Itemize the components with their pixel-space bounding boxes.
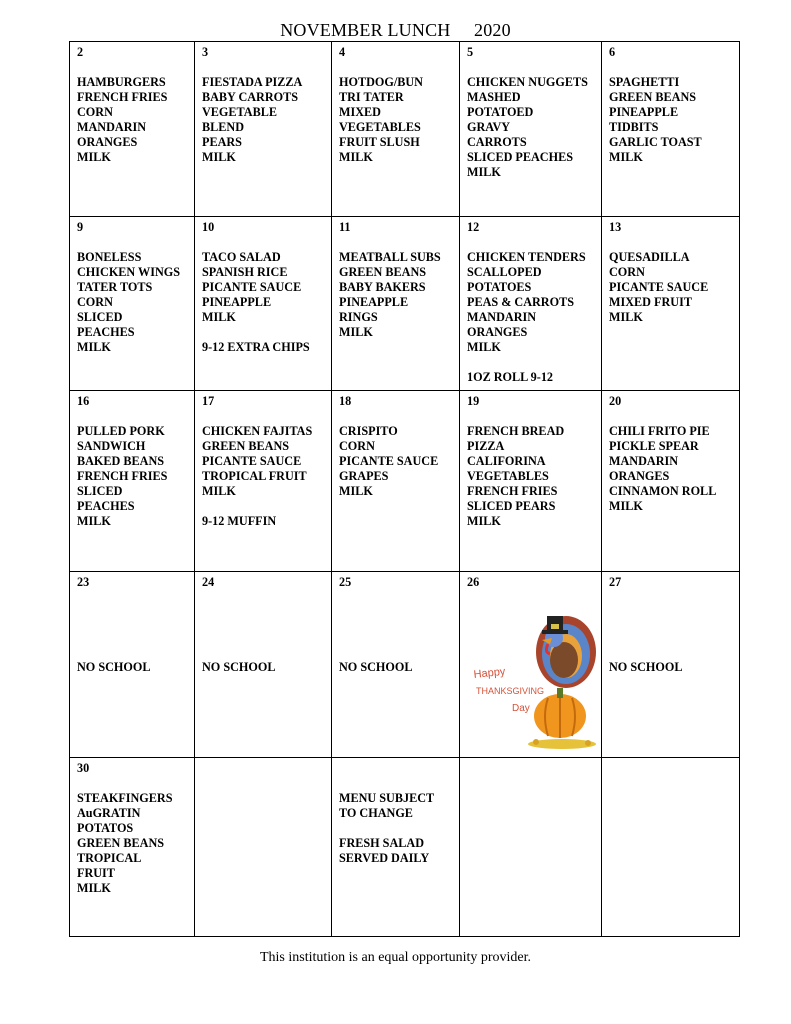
- menu-item: TACO SALAD: [202, 250, 281, 264]
- calendar-day-cell: [460, 572, 602, 758]
- day-content: [602, 758, 739, 791]
- menu-item: PEAS & CARROTS: [467, 295, 574, 309]
- menu-item: MILK: [202, 484, 236, 498]
- menu-item: FRENCH FRIES: [467, 484, 558, 498]
- menu-item: BONELESS: [77, 250, 142, 264]
- menu-item: MILK: [339, 325, 373, 339]
- menu-item: AuGRATIN: [77, 806, 141, 820]
- lunch-calendar: [69, 41, 740, 937]
- footer-note: This institution is an equal opportunity provider.: [259, 950, 532, 965]
- menu-item: GARLIC TOAST: [609, 135, 702, 149]
- menu-item: CINNAMON ROLL: [609, 484, 717, 498]
- no-school-note: NO SCHOOL: [202, 660, 276, 674]
- calendar-day-cell: [195, 217, 332, 391]
- menu-item: TRI TATER: [339, 90, 404, 104]
- menu-item: CORN: [339, 439, 375, 453]
- day-number: 3: [202, 45, 209, 59]
- menu-item: 9-12 MUFFIN: [202, 514, 277, 528]
- menu-item: PIZZA: [467, 439, 505, 453]
- menu-item: FIESTADA PIZZA: [202, 75, 303, 89]
- menu-item: GREEN BEANS: [339, 265, 427, 279]
- day-number: 5: [467, 45, 474, 59]
- day-number: 30: [77, 761, 90, 775]
- menu-item: MILK: [467, 340, 501, 354]
- day-content: [70, 391, 194, 529]
- menu-item: PICANTE SAUCE: [202, 280, 302, 294]
- calendar-day-cell: [332, 391, 460, 572]
- no-school-note: NO SCHOOL: [609, 660, 683, 674]
- menu-item: GREEN BEANS: [609, 90, 697, 104]
- day-content: [195, 572, 331, 605]
- page-title: NOVEMBER LUNCH 2020: [280, 20, 511, 40]
- menu-item: QUESADILLA: [609, 250, 690, 264]
- menu-item: 1OZ ROLL 9-12: [467, 370, 554, 384]
- day-content: [460, 758, 601, 791]
- menu-item: FRENCH BREAD: [467, 424, 565, 438]
- calendar-day-cell: [602, 217, 740, 391]
- menu-item: PINEAPPLE: [339, 295, 409, 309]
- menu-item: SCALLOPED: [467, 265, 542, 279]
- menu-item: CRISPITO: [339, 424, 398, 438]
- menu-item: SLICED: [77, 310, 123, 324]
- day-number: 12: [467, 220, 480, 234]
- day-content: [332, 217, 459, 340]
- calendar-day-cell: [602, 391, 740, 572]
- day-content: [70, 42, 194, 165]
- day-number: 24: [202, 575, 215, 589]
- menu-item: MILK: [202, 150, 236, 164]
- day-number: 2: [77, 45, 84, 59]
- calendar-day-cell: [70, 391, 195, 572]
- day-number: 4: [339, 45, 346, 59]
- menu-item: MILK: [339, 150, 373, 164]
- menu-item: MILK: [77, 340, 111, 354]
- menu-item: MILK: [609, 499, 643, 513]
- day-content: [70, 572, 194, 605]
- menu-item: POTATOED: [467, 105, 534, 119]
- day-number: 23: [77, 575, 90, 589]
- line-gap: [202, 499, 331, 514]
- calendar-day-cell: [195, 391, 332, 572]
- menu-item: PEACHES: [77, 325, 135, 339]
- menu-item: PULLED PORK: [77, 424, 165, 438]
- menu-item: ORANGES: [77, 135, 138, 149]
- menu-item: CHICKEN TENDERS: [467, 250, 586, 264]
- menu-item: MIXED: [339, 105, 381, 119]
- day-number: 10: [202, 220, 215, 234]
- day-number: 25: [339, 575, 352, 589]
- day-content: [332, 758, 459, 866]
- menu-item: STEAKFINGERS: [77, 791, 173, 805]
- calendar-day-cell: [460, 217, 602, 391]
- menu-item: GRAVY: [467, 120, 511, 134]
- day-content: [332, 572, 459, 605]
- menu-item: CHILI FRITO PIE: [609, 424, 710, 438]
- menu-item: POTATOES: [467, 280, 532, 294]
- day-number: 20: [609, 394, 622, 408]
- day-number: 18: [339, 394, 352, 408]
- no-school-note: NO SCHOOL: [339, 660, 413, 674]
- day-number: 27: [609, 575, 622, 589]
- menu-item: MILK: [609, 150, 643, 164]
- calendar-day-cell: [602, 758, 740, 937]
- calendar-day-cell: [332, 217, 460, 391]
- menu-item: TROPICAL: [77, 851, 142, 865]
- menu-item: SERVED DAILY: [339, 851, 430, 865]
- menu-item: CHICKEN FAJITAS: [202, 424, 313, 438]
- menu-item: TIDBITS: [609, 120, 659, 134]
- day-content: [195, 391, 331, 529]
- menu-item: SANDWICH: [77, 439, 146, 453]
- menu-item: MILK: [467, 165, 501, 179]
- menu-item: CARROTS: [467, 135, 527, 149]
- day-number: 11: [339, 220, 351, 234]
- day-content: [460, 391, 601, 529]
- calendar-week: [70, 42, 740, 217]
- menu-item: SLICED PEARS: [467, 499, 556, 513]
- calendar-day-cell: [332, 572, 460, 758]
- calendar-day-cell: [332, 42, 460, 217]
- day-content: [195, 217, 331, 355]
- art-happy: Happy: [473, 665, 506, 681]
- menu-item: SLICED: [77, 484, 123, 498]
- menu-item: HAMBURGERS: [77, 75, 166, 89]
- menu-item: PEACHES: [77, 499, 135, 513]
- menu-item: VEGETABLE: [202, 105, 277, 119]
- menu-item: CORN: [77, 295, 113, 309]
- menu-item: TROPICAL FRUIT: [202, 469, 307, 483]
- no-school-note: NO SCHOOL: [77, 660, 151, 674]
- menu-item: BABY BAKERS: [339, 280, 426, 294]
- day-number: 16: [77, 394, 90, 408]
- calendar-day-cell: [195, 572, 332, 758]
- calendar-day-cell: [460, 758, 602, 937]
- menu-item: MILK: [77, 514, 111, 528]
- menu-item: CORN: [609, 265, 645, 279]
- menu-item: PICANTE SAUCE: [609, 280, 709, 294]
- day-content: [332, 391, 459, 499]
- menu-item: POTATOS: [77, 821, 134, 835]
- menu-item: TO CHANGE: [339, 806, 413, 820]
- menu-item: MEATBALL SUBS: [339, 250, 441, 264]
- day-number: [202, 761, 331, 791]
- menu-item: HOTDOG/BUN: [339, 75, 423, 89]
- menu-item: CHICKEN NUGGETS: [467, 75, 588, 89]
- calendar-week: [70, 391, 740, 572]
- menu-item: GRAPES: [339, 469, 389, 483]
- menu-item: PICANTE SAUCE: [339, 454, 439, 468]
- day-number: 9: [77, 220, 84, 234]
- menu-item: MIXED FRUIT: [609, 295, 692, 309]
- day-content: [70, 217, 194, 355]
- day-content: [195, 42, 331, 165]
- menu-item: MILK: [77, 881, 111, 895]
- menu-item: BLEND: [202, 120, 244, 134]
- menu-item: MILK: [467, 514, 501, 528]
- menu-item: PEARS: [202, 135, 242, 149]
- calendar-day-cell: [70, 42, 195, 217]
- line-gap: [339, 821, 459, 836]
- calendar-day-cell: [70, 758, 195, 937]
- menu-item: PINEAPPLE: [202, 295, 272, 309]
- menu-item: ORANGES: [609, 469, 670, 483]
- day-number: [467, 761, 601, 791]
- menu-item: FRENCH FRIES: [77, 90, 168, 104]
- menu-item: ORANGES: [467, 325, 528, 339]
- calendar-day-cell: [602, 42, 740, 217]
- menu-item: PICKLE SPEAR: [609, 439, 699, 453]
- day-number: [609, 761, 739, 791]
- menu-item: 9-12 EXTRA CHIPS: [202, 340, 310, 354]
- menu-item: GREEN BEANS: [202, 439, 290, 453]
- day-content: [602, 572, 739, 605]
- menu-item: MILK: [609, 310, 643, 324]
- calendar-week: [70, 758, 740, 937]
- art-day: Day: [512, 703, 530, 714]
- menu-item: FRUIT SLUSH: [339, 135, 420, 149]
- menu-item: MANDARIN: [77, 120, 147, 134]
- menu-item: PICANTE SAUCE: [202, 454, 302, 468]
- day-content: [602, 391, 739, 514]
- menu-item: PINEAPPLE: [609, 105, 679, 119]
- menu-item: MILK: [77, 150, 111, 164]
- menu-item: FRUIT: [77, 866, 115, 880]
- calendar-day-cell: [332, 758, 460, 937]
- menu-item: CORN: [77, 105, 113, 119]
- menu-item: MILK: [339, 484, 373, 498]
- menu-item: SPANISH RICE: [202, 265, 288, 279]
- day-number: 17: [202, 394, 215, 408]
- calendar-day-cell: [195, 42, 332, 217]
- day-content: [195, 758, 331, 791]
- line-gap: [202, 325, 331, 340]
- menu-item: BAKED BEANS: [77, 454, 165, 468]
- menu-item: RINGS: [339, 310, 378, 324]
- day-content: [602, 217, 739, 325]
- menu-item: MANDARIN: [467, 310, 537, 324]
- calendar-week: [70, 217, 740, 391]
- menu-item: FRESH SALAD: [339, 836, 424, 850]
- menu-item: FRENCH FRIES: [77, 469, 168, 483]
- day-content: [602, 42, 739, 165]
- menu-item: CHICKEN WINGS: [77, 265, 181, 279]
- day-content: [332, 42, 459, 165]
- menu-item: CALIFORINA: [467, 454, 546, 468]
- day-content: [460, 217, 601, 385]
- menu-item: MASHED: [467, 90, 521, 104]
- menu-item: MILK: [202, 310, 236, 324]
- day-number: 26: [467, 575, 480, 589]
- menu-item: GREEN BEANS: [77, 836, 165, 850]
- calendar-day-cell: [70, 572, 195, 758]
- calendar-day-cell: [602, 572, 740, 758]
- day-number: 13: [609, 220, 622, 234]
- menu-item: VEGETABLES: [339, 120, 421, 134]
- line-gap: [467, 355, 601, 370]
- thanksgiving-turkey-image: [462, 594, 602, 754]
- day-content: [460, 42, 601, 180]
- menu-item: MENU SUBJECT: [339, 791, 435, 805]
- day-number: 19: [467, 394, 480, 408]
- calendar-day-cell: [70, 217, 195, 391]
- art-thanksgiving: THANKSGIVING: [476, 686, 545, 696]
- menu-item: BABY CARROTS: [202, 90, 299, 104]
- calendar-week: [70, 572, 740, 758]
- menu-item: VEGETABLES: [467, 469, 549, 483]
- calendar-day-cell: [460, 42, 602, 217]
- menu-item: SLICED PEACHES: [467, 150, 573, 164]
- calendar-day-cell: [195, 758, 332, 937]
- menu-item: TATER TOTS: [77, 280, 153, 294]
- menu-item: MANDARIN: [609, 454, 679, 468]
- day-content: [70, 758, 194, 896]
- menu-item: SPAGHETTI: [609, 75, 680, 89]
- day-number: [339, 761, 459, 791]
- calendar-day-cell: [460, 391, 602, 572]
- day-number: 6: [609, 45, 616, 59]
